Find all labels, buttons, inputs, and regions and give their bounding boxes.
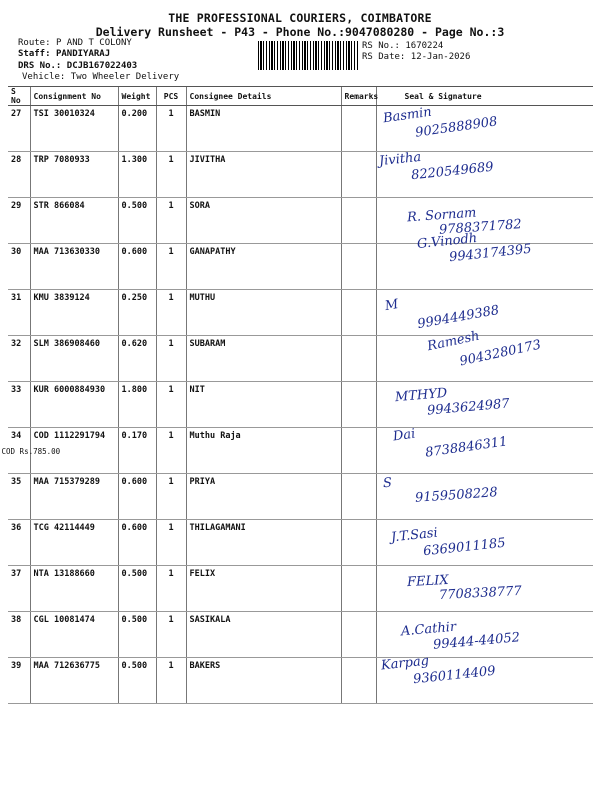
consignment-no: TSI 30010324 [33, 109, 95, 119]
signature-name: Dai [391, 426, 416, 445]
weight-cell: 0.600 [118, 244, 156, 290]
remarks-cell [341, 612, 376, 658]
consignment-cell [30, 520, 118, 566]
weight-cell: 0.200 [118, 106, 156, 152]
signature-phone: 8220549689 [409, 159, 494, 184]
consignee-cell: MUTHU [186, 290, 341, 336]
remarks-cell [341, 336, 376, 382]
consignee-cell: SASIKALA [186, 612, 341, 658]
weight-cell: 0.620 [118, 336, 156, 382]
signature-phone: 9994449388 [415, 302, 500, 333]
consignment-no: SLM 386908460 [33, 339, 101, 349]
consignee-cell: SORA [186, 198, 341, 244]
consignment-cell [30, 152, 118, 198]
table-header-row [8, 87, 593, 106]
pcs-cell: 1 [156, 336, 186, 382]
pcs-cell: 1 [156, 612, 186, 658]
pcs-cell: 1 [156, 152, 186, 198]
sno-cell: 38 [8, 612, 30, 658]
table-row [8, 244, 593, 290]
consignment-cell [30, 658, 118, 704]
sno-cell: 28 [8, 152, 30, 198]
signature-cell [376, 149, 593, 198]
consignment-no: CGL 10081474 [33, 615, 95, 625]
sno-cell: 31 [8, 290, 30, 336]
consignment-cell [30, 244, 118, 290]
signature-phone: 9788371782 [438, 217, 522, 238]
consignee-cell: THILAGAMANI [186, 520, 341, 566]
consignee-cell: BAKERS [186, 658, 341, 704]
consignment-cell [30, 198, 118, 244]
pcs-cell: 1 [156, 382, 186, 428]
pcs-cell: 1 [156, 658, 186, 704]
table-row [8, 566, 593, 612]
remarks-cell [341, 106, 376, 152]
signature-cell [376, 198, 593, 244]
signature-cell [376, 520, 593, 566]
weight-cell: 1.800 [118, 382, 156, 428]
consignment-no: KUR 6000884930 [33, 385, 106, 395]
rs-no-value: 1670224 [405, 41, 444, 51]
table-row [8, 152, 593, 198]
sno-cell: 32 [8, 336, 30, 382]
sno-cell: 34 [8, 428, 30, 474]
pcs-cell: 1 [156, 198, 186, 244]
signature-name: G.Vinodh [415, 230, 478, 253]
consignee-cell: GANAPATHY [186, 244, 341, 290]
vehicle-label: Vehicle: [22, 72, 66, 82]
signature-cell [376, 428, 593, 474]
weight-cell: 0.500 [118, 198, 156, 244]
consignment-cell [30, 566, 118, 612]
signature-phone: 9043280173 [457, 337, 542, 370]
signature-cell [376, 566, 593, 612]
consignment-no: MAA 713630330 [33, 247, 101, 257]
runsheet-table [1, 86, 593, 704]
sno-cell: 33 [8, 382, 30, 428]
vehicle-line [22, 72, 179, 82]
consignment-cell [30, 336, 118, 382]
remarks-cell [341, 428, 376, 474]
remarks-cell [341, 152, 376, 198]
weight-cell: 0.600 [118, 520, 156, 566]
consignment-no: TCG 42114449 [33, 523, 95, 533]
pcs-cell: 1 [156, 290, 186, 336]
table-row [8, 658, 593, 704]
staff-line [18, 49, 110, 59]
remarks-cell [341, 244, 376, 290]
signature-phone: 9360114409 [411, 663, 496, 688]
consignment-no: MAA 712636775 [33, 661, 101, 671]
sno-cell: 35 [8, 474, 30, 520]
barcode [258, 41, 358, 70]
table-row [8, 382, 593, 428]
signature-name: R. Sornam [406, 205, 477, 226]
consignment-no: STR 866084 [33, 201, 85, 211]
signature-name: Jivitha [377, 149, 422, 170]
weight-cell: 0.500 [118, 566, 156, 612]
remarks-cell [341, 658, 376, 704]
weight-cell: 0.500 [118, 612, 156, 658]
consignee-cell: Muthu Raja [186, 428, 341, 474]
consignee-cell: NIT [186, 382, 341, 428]
signature-phone: 9943174395 [447, 241, 532, 266]
consignment-cell [30, 474, 118, 520]
signature-phone: 8738846311 [423, 434, 508, 461]
signature-phone: 7708338777 [438, 583, 522, 604]
signature-cell [376, 106, 593, 152]
signature-cell [376, 328, 593, 382]
consignee-cell: PRIYA [186, 474, 341, 520]
consignment-cell [30, 612, 118, 658]
remarks-cell [341, 520, 376, 566]
sno-cell: 29 [8, 198, 30, 244]
signature-phone: 9025888908 [413, 114, 498, 141]
rs-date-label: RS Date: [362, 52, 406, 62]
signature-cell [376, 382, 593, 428]
rs-no-label: RS No.: [362, 41, 400, 51]
rs-no-line [362, 41, 443, 51]
sno-cell: 30 [8, 244, 30, 290]
table-row [8, 520, 593, 566]
pcs-cell: 1 [156, 474, 186, 520]
vehicle-value: Two Wheeler Delivery [70, 72, 180, 82]
weight-cell: 1.300 [118, 152, 156, 198]
sno-cell: 27 [8, 106, 30, 152]
staff-value: PANDIYARAJ [55, 49, 111, 59]
consignee-cell: FELIX [186, 566, 341, 612]
signature-cell [376, 474, 593, 520]
signature-name: S [381, 475, 392, 492]
signature-cell [376, 653, 593, 704]
signature-phone: 6369011185 [421, 535, 506, 560]
consignment-cell [30, 290, 118, 336]
signature-name: Karpag [379, 653, 430, 674]
table-row [8, 474, 593, 520]
drs-line [18, 61, 137, 71]
col-header: PCS [156, 87, 186, 106]
col-header: Weight [118, 87, 156, 106]
signature-phone: 9159508228 [414, 485, 498, 506]
col-header: S No [8, 87, 30, 106]
consignment-cell [30, 382, 118, 428]
table-row [8, 612, 593, 658]
table-row [8, 106, 593, 152]
route-value: P AND T COLONY [55, 38, 132, 48]
cod-amount: COD Rs.785.00 [1, 447, 61, 456]
signature-name: FELIX [406, 572, 449, 591]
col-header: Remarks [341, 87, 376, 106]
signature-name: M [383, 296, 400, 315]
drs-label: DRS No.: [18, 61, 62, 71]
table-row [8, 198, 593, 244]
remarks-cell [341, 474, 376, 520]
pcs-cell: 1 [156, 520, 186, 566]
signature-name: A.Cathir [399, 619, 457, 640]
route-label: Route: [18, 38, 51, 48]
col-header: Consignment No [30, 87, 118, 106]
consignee-cell: JIVITHA [186, 152, 341, 198]
consignee-cell: BASMIN [186, 106, 341, 152]
consignment-no: COD 1112291794 [33, 431, 106, 441]
weight-cell: 0.500 [118, 658, 156, 704]
table-row [8, 290, 593, 336]
staff-label: Staff: [18, 49, 51, 59]
pcs-cell: 1 [156, 566, 186, 612]
consignment-no: NTA 13188660 [33, 569, 95, 579]
consignment-no: MAA 715379289 [33, 477, 101, 487]
drs-value: DCJB167022403 [66, 61, 138, 71]
table-row [8, 428, 593, 474]
remarks-cell [341, 382, 376, 428]
signature-cell [376, 230, 593, 290]
signature-cell [376, 290, 593, 336]
table-row [8, 336, 593, 382]
route-line [18, 38, 132, 48]
remarks-cell [341, 566, 376, 612]
consignment-no: KMU 3839124 [33, 293, 90, 303]
col-header: Seal & Signature [376, 87, 593, 106]
signature-cell [376, 612, 593, 658]
pcs-cell: 1 [156, 428, 186, 474]
sno-cell: 36 [8, 520, 30, 566]
signature-phone: 9943624987 [426, 396, 510, 419]
signature-name: J.T.Sasi [389, 525, 438, 546]
consignment-no: TRP 7080933 [33, 155, 90, 165]
company-title: THE PROFESSIONAL COURIERS, COIMBATORE [168, 11, 432, 25]
col-header: Consignee Details [186, 87, 341, 106]
remarks-cell [341, 290, 376, 336]
signature-name: Basmin [381, 104, 433, 127]
signature-name: Ramesh [425, 328, 481, 355]
pcs-cell: 1 [156, 244, 186, 290]
weight-cell: 0.600 [118, 474, 156, 520]
weight-cell: 0.250 [118, 290, 156, 336]
consignment-cell [30, 106, 118, 152]
sno-cell: 39 [8, 658, 30, 704]
sno-cell: 37 [8, 566, 30, 612]
weight-cell: 0.170 [118, 428, 156, 474]
runsheet-subtitle: Delivery Runsheet - P43 - Phone No.:9047080280 - Page No.:3 [95, 25, 505, 39]
consignee-cell: SUBARAM [186, 336, 341, 382]
pcs-cell: 1 [156, 106, 186, 152]
remarks-cell [341, 198, 376, 244]
rs-date-line [362, 52, 470, 62]
rs-date-value: 12-Jan-2026 [410, 52, 471, 62]
signature-name: MTHYD [393, 385, 448, 406]
signature-phone: 99444-44052 [432, 630, 521, 653]
